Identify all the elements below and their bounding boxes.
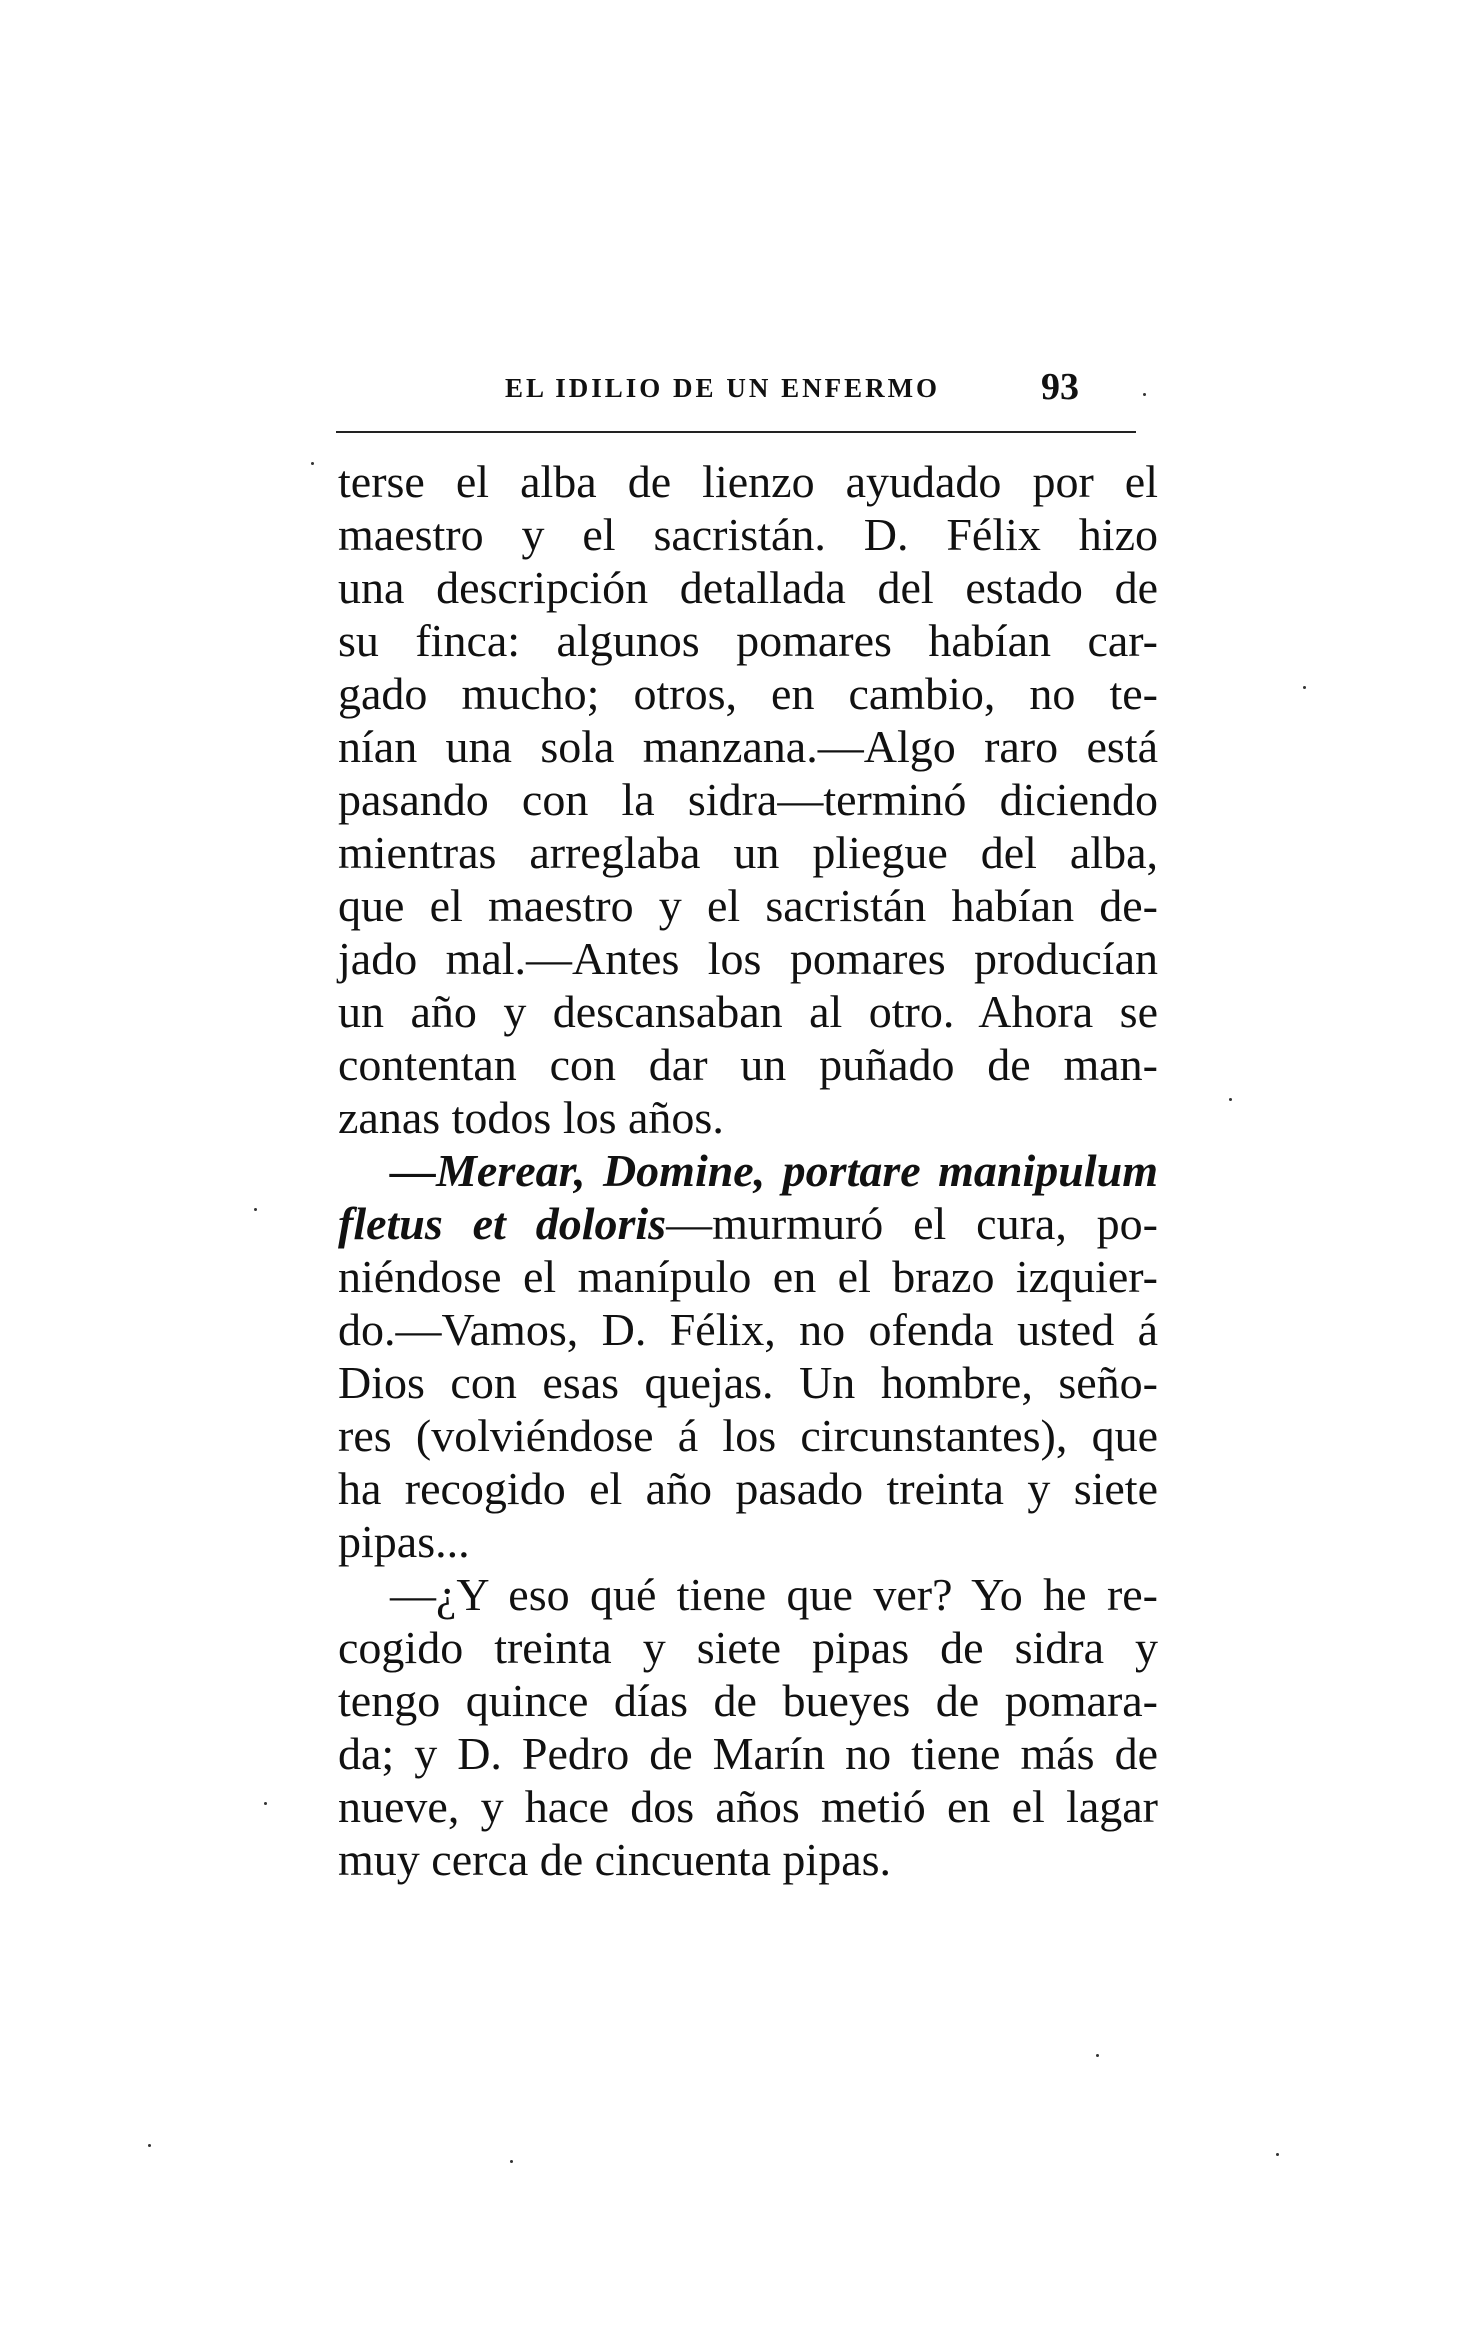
paper-speck: [1303, 686, 1306, 689]
text-line: res (volviéndose á los circunstantes), que: [338, 1410, 1158, 1461]
text-line-mixed: [338, 1197, 1158, 1250]
text-line: zanas todos los años.: [338, 1092, 724, 1143]
text-line: tengo quince días de bueyes de pomara-: [338, 1675, 1158, 1726]
text-line: una descripción detallada del estado de: [338, 562, 1158, 613]
paper-speck: [311, 462, 314, 465]
text-line: muy cerca de cincuenta pipas.: [338, 1834, 892, 1885]
text-line: da; y D. Pedro de Marín no tiene más de: [338, 1728, 1158, 1779]
text-line: ha recogido el año pasado treinta y siete: [338, 1463, 1158, 1514]
text-line: jado mal.—Antes los pomares producían: [338, 933, 1158, 984]
paper-speck: [1096, 2054, 1099, 2057]
paper-speck: [1229, 1098, 1232, 1101]
paper-speck: [510, 2160, 513, 2163]
latin-continuation: —murmuró el cura, po-: [666, 1198, 1158, 1249]
paper-speck: [254, 1208, 257, 1211]
text-line: maestro y el sacristán. D. Félix hizo: [338, 509, 1158, 560]
text-line: —¿Y eso qué tiene que ver? Yo he re-: [390, 1569, 1158, 1620]
text-line: cogido treinta y siete pipas de sidra y: [338, 1622, 1158, 1673]
header-rule: [336, 431, 1136, 433]
page-number: 93: [1041, 366, 1079, 408]
text-line: pasando con la sidra—terminó diciendo: [338, 774, 1158, 825]
text-line: su finca: algunos pomares habían car-: [338, 615, 1158, 666]
text-line: un año y descansaban al otro. Ahora se: [338, 986, 1158, 1037]
text-line: mientras arreglaba un pliegue del alba,: [338, 827, 1158, 878]
running-title: EL IDILIO DE UN ENFERMO: [505, 373, 941, 403]
text-line: pipas...: [338, 1516, 470, 1567]
text-line: nían una sola manzana.—Algo raro está: [338, 721, 1158, 772]
latin-quote-line: —Merear, Domine, portare manipulum: [390, 1145, 1158, 1196]
body-text: [338, 455, 1158, 1886]
text-line: niéndose el manípulo en el brazo izquier-: [338, 1251, 1158, 1302]
text-line: terse el alba de lienzo ayudado por el: [338, 456, 1158, 507]
paper-speck: [148, 2144, 151, 2147]
text-line: contentan con dar un puñado de man-: [338, 1039, 1158, 1090]
running-head: [336, 365, 1136, 415]
paper-speck: [264, 1802, 267, 1805]
text-line: Dios con esas quejas. Un hombre, seño-: [338, 1357, 1158, 1408]
text-line: do.—Vamos, D. Félix, no ofenda usted á: [338, 1304, 1158, 1355]
paper-speck: [1276, 2153, 1279, 2156]
text-line: que el maestro y el sacristán habían de-: [338, 880, 1158, 931]
latin-fragment: fletus et doloris: [338, 1198, 667, 1249]
text-line: gado mucho; otros, en cambio, no te-: [338, 668, 1158, 719]
text-line: nueve, y hace dos años metió en el lagar: [338, 1781, 1158, 1832]
paper-speck: [1143, 393, 1146, 396]
